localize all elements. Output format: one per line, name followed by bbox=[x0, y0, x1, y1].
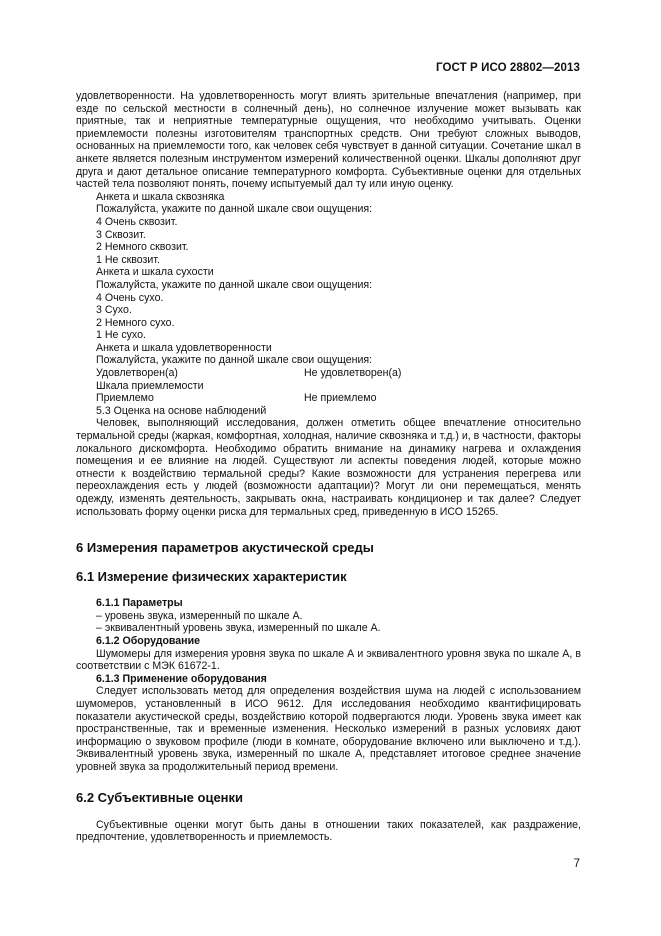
list-item: 2 Немного сухо. bbox=[96, 316, 175, 329]
list-item: 3 Сквозит. bbox=[96, 228, 146, 241]
list-item: 2 Немного сквозит. bbox=[96, 241, 189, 254]
section-6-1-2-title: 6.1.2 Оборудование bbox=[96, 634, 200, 647]
section-6-1-2-text: Шумомеры для измерения уровня звука по шкале А и эквивалентного уровня звука по шкале А, в соответствии с МЭК 61672-1. bbox=[76, 647, 581, 673]
section-6-1-3-text: Следует использовать метод для определения воздействия шума на людей с использованием шумомеров, установленный в ИСО 9612. Для исследования необходимо квантифицировать показатели акустической среды, воздействию которой подвергаются люди. Уровень звука имеет как пространственные, так и временные изменения. Несколько измерений в разных условиях дают информацию о звуковом профиле (люди в комнате, оборудование включено или выключено и т.д.). Эквивалентный уровень звука, измеренный по шкале А, представляет итоговое среднее значение уровней звука за продолжительный период времени. bbox=[76, 685, 581, 773]
list-item: 4 Очень сквозит. bbox=[96, 215, 178, 228]
satisfaction-scale-prompt: Пожалуйста, укажите по данной шкале свои ощущения: bbox=[96, 354, 373, 367]
section-6-title: 6 Измерения параметров акустической среды bbox=[76, 540, 374, 556]
acceptability-scale-title: Шкала приемлемости bbox=[96, 379, 204, 392]
dryness-scale-title: Анкета и шкала сухости bbox=[96, 266, 214, 279]
list-item: – уровень звука, измеренный по шкале А. bbox=[96, 609, 303, 622]
section-6-2-text: Субъективные оценки могут быть даны в отношении таких показателей, как раздражение, предпочтение, удовлетворенность и приемлемость. bbox=[76, 818, 581, 844]
intro-paragraph: удовлетворенности. На удовлетворенность могут влиять зрительные впечатления (например, при езде по сельской местности в солнечный день), но солнечное излучение может вызывать как приятные, так и неприятные температурные ощущения, что необходимо учитывать. Оценки приемлемости полезны изготовителям транспортных средств. Они требуют сложных выводов, основанных на приемлемости того, как человек себя чувствует в данной ситуации. Сочетание шкал в анкете является полезным инструментом измерений количественной оценки. Шкалы дополняют друг друга и дают детальное описание температурного комфорта. Субъективные оценки для отдельных частей тела позволяют понять, почему испытуемый дал ту или иную оценку. bbox=[76, 90, 581, 191]
section-6-1-3-title: 6.1.3 Применение оборудования bbox=[96, 672, 267, 685]
option-satisfied: Удовлетворен(а) bbox=[96, 367, 178, 380]
list-item: 3 Сухо. bbox=[96, 304, 132, 317]
draft-scale-title: Анкета и шкала сквозняка bbox=[96, 190, 225, 203]
draft-scale-block bbox=[76, 191, 581, 204]
satisfaction-options bbox=[76, 367, 581, 380]
satisfaction-scale-title: Анкета и шкала удовлетворенности bbox=[96, 341, 272, 354]
acceptability-options bbox=[76, 392, 581, 405]
option-not-acceptable: Не приемлемо bbox=[304, 392, 377, 405]
section-5-3-text: Человек, выполняющий исследования, должен отметить общее впечатление относительно термальной среды (жаркая, комфортная, холодная, наличие сквозняка и т.д.) и, в частности, факторы локального дискомфорта. Необходимо обратить внимание на динамику нагрева и охлаждения помещения и ее влияние на людей. Существуют ли аспекты поведения людей, которые можно отнести к воздействию термальной среды? Какие возможности для устранения перегрева или переохлаждения есть у людей (возможности адаптации)? Могут ли они перемещаться, менять одежду, изменять деятельность, закрывать окна, настраивать кондиционер и так далее? Следует использовать форму оценки риска для термальных сред, приведенную в ИСО 15265. bbox=[76, 417, 581, 518]
section-6-1-title: 6.1 Измерение физических характеристик bbox=[76, 569, 347, 585]
section-5-3-title: 5.3 Оценка на основе наблюдений bbox=[96, 404, 267, 417]
document-body bbox=[76, 90, 581, 844]
section-6-2-title: 6.2 Субъективные оценки bbox=[76, 789, 244, 805]
list-item: – эквивалентный уровень звука, измеренный по шкале А. bbox=[96, 622, 381, 635]
list-item: 4 Очень сухо. bbox=[96, 291, 164, 304]
option-acceptable: Приемлемо bbox=[96, 392, 154, 405]
option-not-satisfied: Не удовлетворен(а) bbox=[304, 367, 402, 380]
page-number: 7 bbox=[573, 858, 580, 870]
section-6-1-1-title: 6.1.1 Параметры bbox=[96, 597, 183, 610]
dryness-scale-prompt: Пожалуйста, укажите по данной шкале свои ощущения: bbox=[96, 278, 373, 291]
list-item: 1 Не сухо. bbox=[96, 329, 146, 342]
draft-scale-prompt: Пожалуйста, укажите по данной шкале свои ощущения: bbox=[96, 203, 373, 216]
list-item: 1 Не сквозит. bbox=[96, 253, 160, 266]
document-header: ГОСТ Р ИСО 28802—2013 bbox=[435, 62, 580, 74]
